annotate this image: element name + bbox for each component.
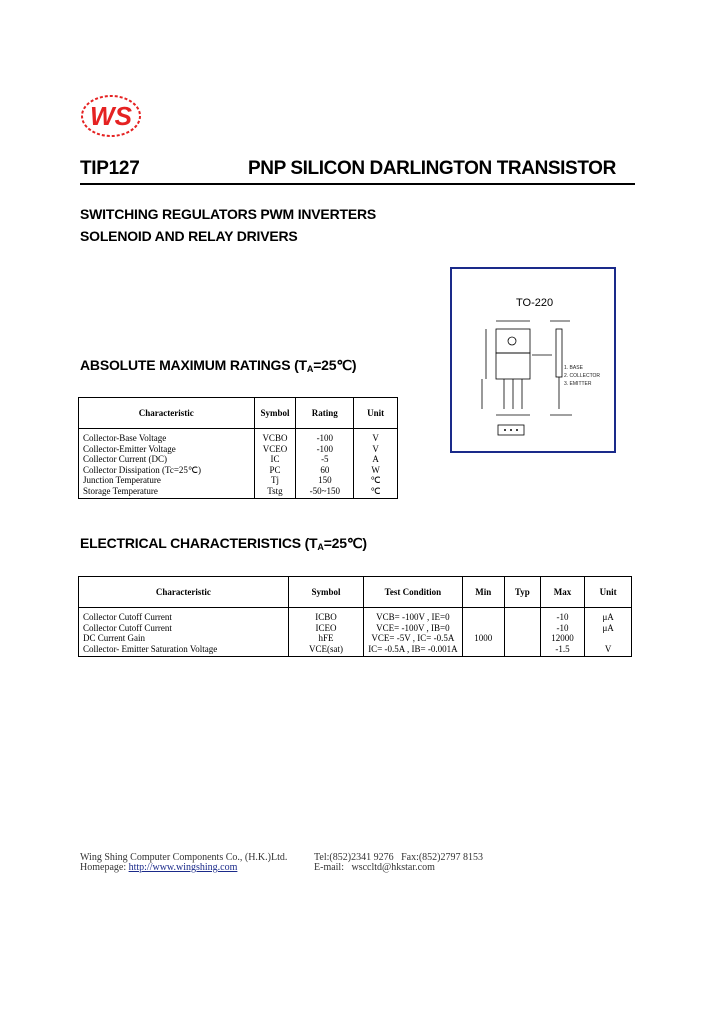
table-cell: ICBO [288,608,363,623]
footer-company: Wing Shing Computer Components Co., (H.K.)Ltd. [80,852,288,863]
table-row [79,633,632,644]
table-row [79,444,398,455]
table-cell: VCE= -5V , IC= -0.5A [364,633,462,644]
elec-heading-prefix: ELECTRICAL CHARACTERISTICS (T [80,535,318,551]
feature-line-1: SWITCHING REGULATORS PWM INVERTERS [80,206,377,222]
footer-fax: Fax:(852)2797 8153 [401,852,484,863]
col-header: Typ [504,577,540,608]
table-cell [504,633,540,644]
col-header: Test Condition [364,577,462,608]
table-cell: VCEO [254,444,296,455]
table-cell [462,623,504,634]
homepage-link[interactable]: http://www.wingshing.com [128,862,238,873]
table-cell: 12000 [540,633,584,644]
table-cell: μA [585,608,632,623]
col-header: Unit [354,398,398,429]
table-cell: W [354,465,398,476]
table-cell [462,644,504,657]
footer-tel: Tel:(852)2341 9276 [314,852,394,863]
table-cell: -1.5 [540,644,584,657]
homepage-label: Homepage: [80,862,127,873]
table-cell: VCE= -100V , IB=0 [364,623,462,634]
col-header: Max [540,577,584,608]
col-header: Min [462,577,504,608]
table-cell: V [585,644,632,657]
table-cell: -10 [540,623,584,634]
table-cell: A [354,454,398,465]
table-cell: Junction Temperature [79,475,255,486]
elec-heading-suffix: =25℃) [323,535,367,551]
table-cell: Tstg [254,486,296,499]
pin-label-1: 1. BASE [564,365,583,371]
elec-heading [80,535,367,552]
table-cell: Collector Cutoff Current [79,623,289,634]
table-cell [504,608,540,623]
table-cell: 150 [296,475,354,486]
package-label: TO-220 [516,297,554,309]
abs-max-table [78,397,398,499]
table-row [79,475,398,486]
elec-char-table [78,576,632,657]
table-cell: -100 [296,429,354,444]
table-cell: Collector-Base Voltage [79,429,255,444]
pin-label-3: 3. EMITTER [564,381,592,387]
table-cell: ℃ [354,475,398,486]
table-row [79,454,398,465]
table-cell: PC [254,465,296,476]
table-cell: Collector Dissipation (Tc=25℃) [79,465,255,476]
table-cell: μA [585,623,632,634]
part-number: TIP127 [80,158,140,179]
table-cell: Collector Cutoff Current [79,608,289,623]
footer-email: wsccltd@hkstar.com [351,862,435,873]
col-header: Symbol [288,577,363,608]
logo-text: WS [90,101,132,131]
footer-email-row [314,862,435,873]
abs-max-heading [80,357,356,374]
table-cell: Collector Current (DC) [79,454,255,465]
table-row [79,465,398,476]
table-cell: V [354,429,398,444]
table-cell: Collector-Emitter Voltage [79,444,255,455]
table-row [79,429,398,444]
col-header: Characteristic [79,398,255,429]
table-cell [585,633,632,644]
elec-header-row [79,577,632,608]
table-cell: -100 [296,444,354,455]
abs-max-heading-prefix: ABSOLUTE MAXIMUM RATINGS (T [80,357,307,373]
table-cell: -5 [296,454,354,465]
ws-logo [80,94,142,138]
table-cell: 60 [296,465,354,476]
table-cell: -50~150 [296,486,354,499]
table-cell [504,623,540,634]
table-cell: 1000 [462,633,504,644]
to220-outline-drawing [452,269,614,451]
col-header: Symbol [254,398,296,429]
feature-line-2: SOLENOID AND RELAY DRIVERS [80,228,298,244]
abs-max-heading-suffix: =25℃) [313,357,357,373]
col-header: Unit [585,577,632,608]
table-cell: ℃ [354,486,398,499]
table-cell: hFE [288,633,363,644]
table-cell: VCE(sat) [288,644,363,657]
table-row [79,623,632,634]
elec-heading-sub: A [317,542,324,552]
package-drawing-box [450,267,616,453]
abs-max-heading-sub: A [306,364,314,374]
table-cell [504,644,540,657]
title-rule [80,183,635,185]
footer-homepage-row [80,862,237,873]
document-title: PNP SILICON DARLINGTON TRANSISTOR [248,158,616,179]
table-cell: Storage Temperature [79,486,255,499]
table-cell: VCB= -100V , IE=0 [364,608,462,623]
table-cell: DC Current Gain [79,633,289,644]
table-cell: Tj [254,475,296,486]
table-cell: V [354,444,398,455]
table-cell: Collector- Emitter Saturation Voltage [79,644,289,657]
email-label: E-mail: [314,862,344,873]
table-cell [462,608,504,623]
table-row [79,486,398,499]
table-cell: -10 [540,608,584,623]
abs-max-header-row [79,398,398,429]
table-cell: ICEO [288,623,363,634]
table-row [79,644,632,657]
table-row [79,608,632,623]
table-cell: IC [254,454,296,465]
pin-label-2: 2. COLLECTOR [564,373,601,379]
col-header: Rating [296,398,354,429]
table-cell: VCBO [254,429,296,444]
table-cell: IC= -0.5A , IB= -0.001A [364,644,462,657]
col-header: Characteristic [79,577,289,608]
